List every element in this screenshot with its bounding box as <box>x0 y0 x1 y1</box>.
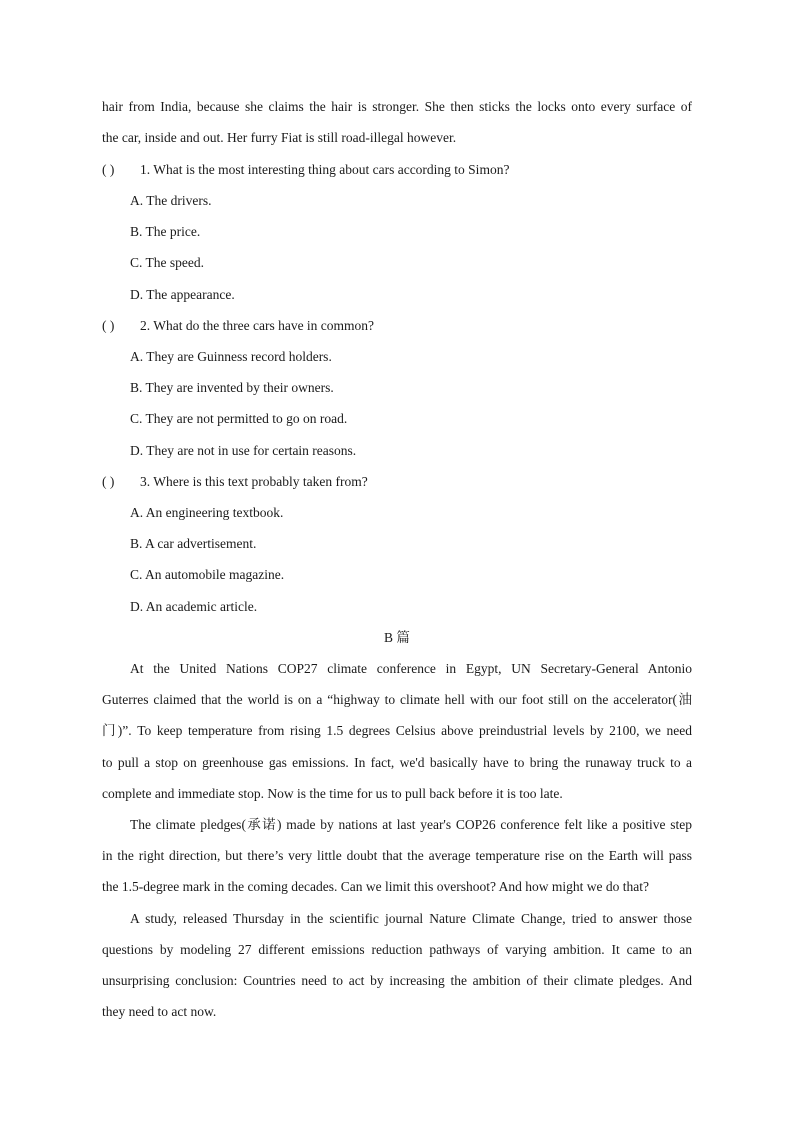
p3-line-3: unsurprising conclusion: Countries need to act by increasing the ambition of their climate pledges. And <box>102 973 692 988</box>
q3-option-c: C. An automobile magazine. <box>130 567 285 582</box>
p1-line-4: to pull a stop on greenhouse gas emissions. In fact, we'd basically have to bring the runaway truck to a <box>102 755 692 770</box>
question-stem: 3. Where is this text probably taken from? <box>140 474 368 489</box>
q2-option-c: C. They are not permitted to go on road. <box>130 411 348 426</box>
p3-line-1: A study, released Thursday in the scientific journal Nature Climate Change, tried to answer those <box>130 911 692 926</box>
question-2 <box>102 318 374 334</box>
p1-line-5: complete and immediate stop. Now is the time for us to pull back before it is too late. <box>102 786 563 801</box>
q1-option-c: C. The speed. <box>130 255 204 270</box>
question-3 <box>102 474 368 490</box>
p1-line-3: 门)”. To keep temperature from rising 1.5 degrees Celsius above preindustrial levels by 2100, we need <box>102 723 692 738</box>
question-stem: 2. What do the three cars have in common? <box>140 318 375 333</box>
passage-a-line-2: the car, inside and out. Her furry Fiat is still road-illegal however. <box>102 130 457 145</box>
answer-blank[interactable]: ( ) <box>102 162 115 177</box>
passage-a-line-1: hair from India, because she claims the hair is stronger. She then sticks the locks onto every surface of <box>102 99 692 114</box>
q2-option-a: A. They are Guinness record holders. <box>130 349 332 364</box>
p3-line-4: they need to act now. <box>102 1004 217 1019</box>
answer-blank[interactable]: ( ) <box>102 318 115 333</box>
q2-option-d: D. They are not in use for certain reasons. <box>130 443 357 458</box>
q1-option-a: A. The drivers. <box>130 193 212 208</box>
p2-line-1: The climate pledges(承诺) made by nations at last year's COP26 conference felt like a positive step <box>130 817 692 832</box>
p1-line-1: At the United Nations COP27 climate conference in Egypt, UN Secretary-General Antonio <box>130 661 692 676</box>
q3-option-b: B. A car advertisement. <box>130 536 257 551</box>
section-heading: B 篇 <box>384 630 410 645</box>
p2-line-3: the 1.5-degree mark in the coming decades. Can we limit this overshoot? And how might we do that? <box>102 879 649 894</box>
p3-line-2: questions by modeling 27 different emissions reduction pathways of varying ambition. It came to an <box>102 942 692 957</box>
question-stem: 1. What is the most interesting thing about cars according to Simon? <box>140 162 510 177</box>
q3-option-a: A. An engineering textbook. <box>130 505 284 520</box>
q1-option-d: D. The appearance. <box>130 287 235 302</box>
q2-option-b: B. They are invented by their owners. <box>130 380 334 395</box>
answer-blank[interactable]: ( ) <box>102 474 115 489</box>
p2-line-2: in the right direction, but there’s very little doubt that the average temperature rise on the Earth will pass <box>102 848 692 863</box>
p1-line-2: Guterres claimed that the world is on a “highway to climate hell with our foot still on the accelerator(油 <box>102 692 692 707</box>
q3-option-d: D. An academic article. <box>130 599 258 614</box>
question-1 <box>102 162 509 178</box>
q1-option-b: B. The price. <box>130 224 201 239</box>
